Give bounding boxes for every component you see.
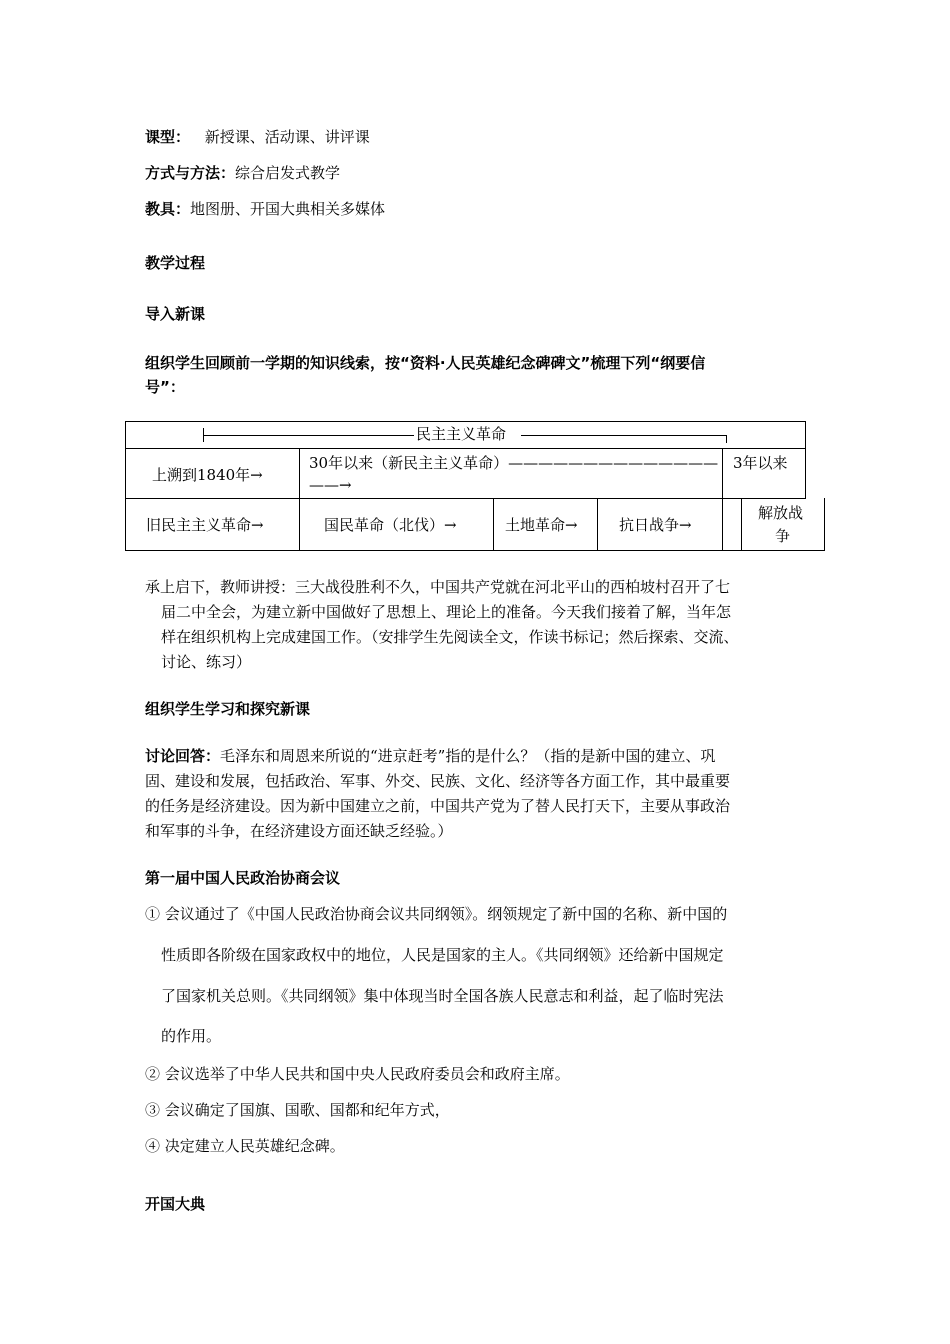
method-line	[145, 162, 340, 184]
tools-label: 教具：	[145, 200, 191, 218]
table-border-right-upper	[805, 421, 806, 499]
discussion-line-1	[145, 744, 825, 769]
cppcc-item-1-line-4: 的作用。	[161, 1027, 222, 1045]
review-instruction-line-1: 组织学生回顾前一学期的知识线索，按“资料·人民英雄纪念碑碑文”梳理下列“纲要信	[145, 354, 706, 372]
cell-anti-japanese: 抗日战争→	[619, 516, 692, 534]
cell-national-revolution: 国民革命（北伐）→	[324, 516, 457, 534]
cell-30-years-line-2: ——→	[309, 476, 352, 494]
transition-line-4: 讨论、练习）	[161, 653, 252, 671]
tools-line	[145, 198, 385, 220]
cppcc-item-1-line-3: 了国家机关总则。《共同纲领》集中体现当时全国各族人民意志和利益，起了临时宪法	[161, 987, 724, 1005]
cell-3-years-label: 3年以来	[733, 454, 788, 472]
span-left-line	[203, 435, 414, 436]
transition-line-3: 样在组织机构上完成建国工作。（安排学生先阅读全文，作读书标记；然后探索、交流、	[161, 628, 739, 646]
cppcc-item-3: ③ 会议确定了国旗、国歌、国都和纪年方式，	[145, 1101, 450, 1119]
table-divider-c	[493, 498, 494, 551]
discussion-label: 讨论回答：	[145, 747, 221, 765]
cell-land-revolution: 土地革命→	[505, 516, 578, 534]
democratic-revolution-span	[203, 424, 727, 444]
discussion-line-2: 固、建设和发展，包括政治、军事、外交、民族、文化、经济等各方面工作，其中最重要	[145, 772, 731, 790]
democratic-revolution-label: 民主主义革命	[416, 425, 507, 443]
table-border-left	[125, 421, 126, 551]
review-instruction-line-2: 号”：	[145, 378, 185, 396]
course-type-value: 新授课、活动课、讲评课	[204, 128, 370, 146]
cell-liberation-war-line-2: 争	[775, 527, 791, 545]
course-type-line	[145, 126, 370, 148]
discussion-line-4: 和军事的斗争，在经济建设方面还缺乏经验。）	[145, 822, 453, 840]
transition-paragraph	[145, 575, 835, 675]
discussion-line-3: 的任务是经济建设。因为新中国建立之前，中国共产党为了替人民打天下，主要从事政治	[145, 797, 731, 815]
discussion-text-1: 毛泽东和周恩来所说的“进京赶考”指的是什么？（指的是新中国的建立、巩	[220, 747, 716, 765]
transition-line-2: 届二中全会，为建立新中国做好了思想上、理论上的准备。今天我们接着了解，当年怎	[161, 603, 732, 621]
heading-intro: 导入新课	[145, 305, 206, 323]
table-divider-f	[741, 498, 742, 551]
cppcc-item-2: ② 会议选举了中华人民共和国中央人民政府委员会和政府主席。	[145, 1065, 570, 1083]
table-border-right-lower	[824, 498, 825, 551]
tools-value: 地图册、开国大典相关多媒体	[190, 200, 386, 218]
cell-old-democratic: 旧民主主义革命→	[146, 516, 264, 534]
method-value: 综合启发式教学	[235, 164, 341, 182]
cppcc-item-4: ④ 决定建立人民英雄纪念碑。	[145, 1137, 345, 1155]
table-border-top	[125, 421, 806, 422]
table-divider-b	[722, 448, 723, 499]
span-right-line	[521, 435, 726, 436]
cell-since-1840: 上溯到1840年→	[152, 466, 263, 484]
table-divider-a	[299, 448, 300, 551]
cppcc-item-1-line-2: 性质即各阶级在国家政权中的地位，人民是国家的主人。《共同纲领》还给新中国规定	[161, 946, 724, 964]
method-label: 方式与方法：	[145, 164, 236, 182]
heading-cppcc: 第一届中国人民政治协商会议	[145, 869, 341, 887]
table-border-row1	[125, 448, 806, 449]
discussion-paragraph	[145, 744, 825, 844]
heading-ceremony: 开国大典	[145, 1195, 206, 1213]
cell-liberation-war-line-1: 解放战	[758, 504, 804, 522]
cell-30-years-line-1: 30年以来（新民主主义革命）——————————————	[309, 454, 719, 472]
heading-process: 教学过程	[145, 254, 206, 272]
course-type-label: 课型：	[145, 128, 191, 146]
table-divider-d	[597, 498, 598, 551]
table-border-bottom	[125, 550, 825, 551]
table-border-row2	[125, 498, 806, 499]
span-right-tick	[726, 435, 727, 443]
transition-line-1: 承上启下，教师讲授：三大战役胜利不久，中国共产党就在河北平山的西柏坡村召开了七	[145, 578, 731, 596]
cppcc-item-1-line-1: ① 会议通过了《中国人民政治协商会议共同纲领》。纲领规定了新中国的名称、新中国的	[145, 905, 728, 923]
heading-explore: 组织学生学习和探究新课	[145, 700, 311, 718]
table-divider-e	[722, 498, 723, 551]
